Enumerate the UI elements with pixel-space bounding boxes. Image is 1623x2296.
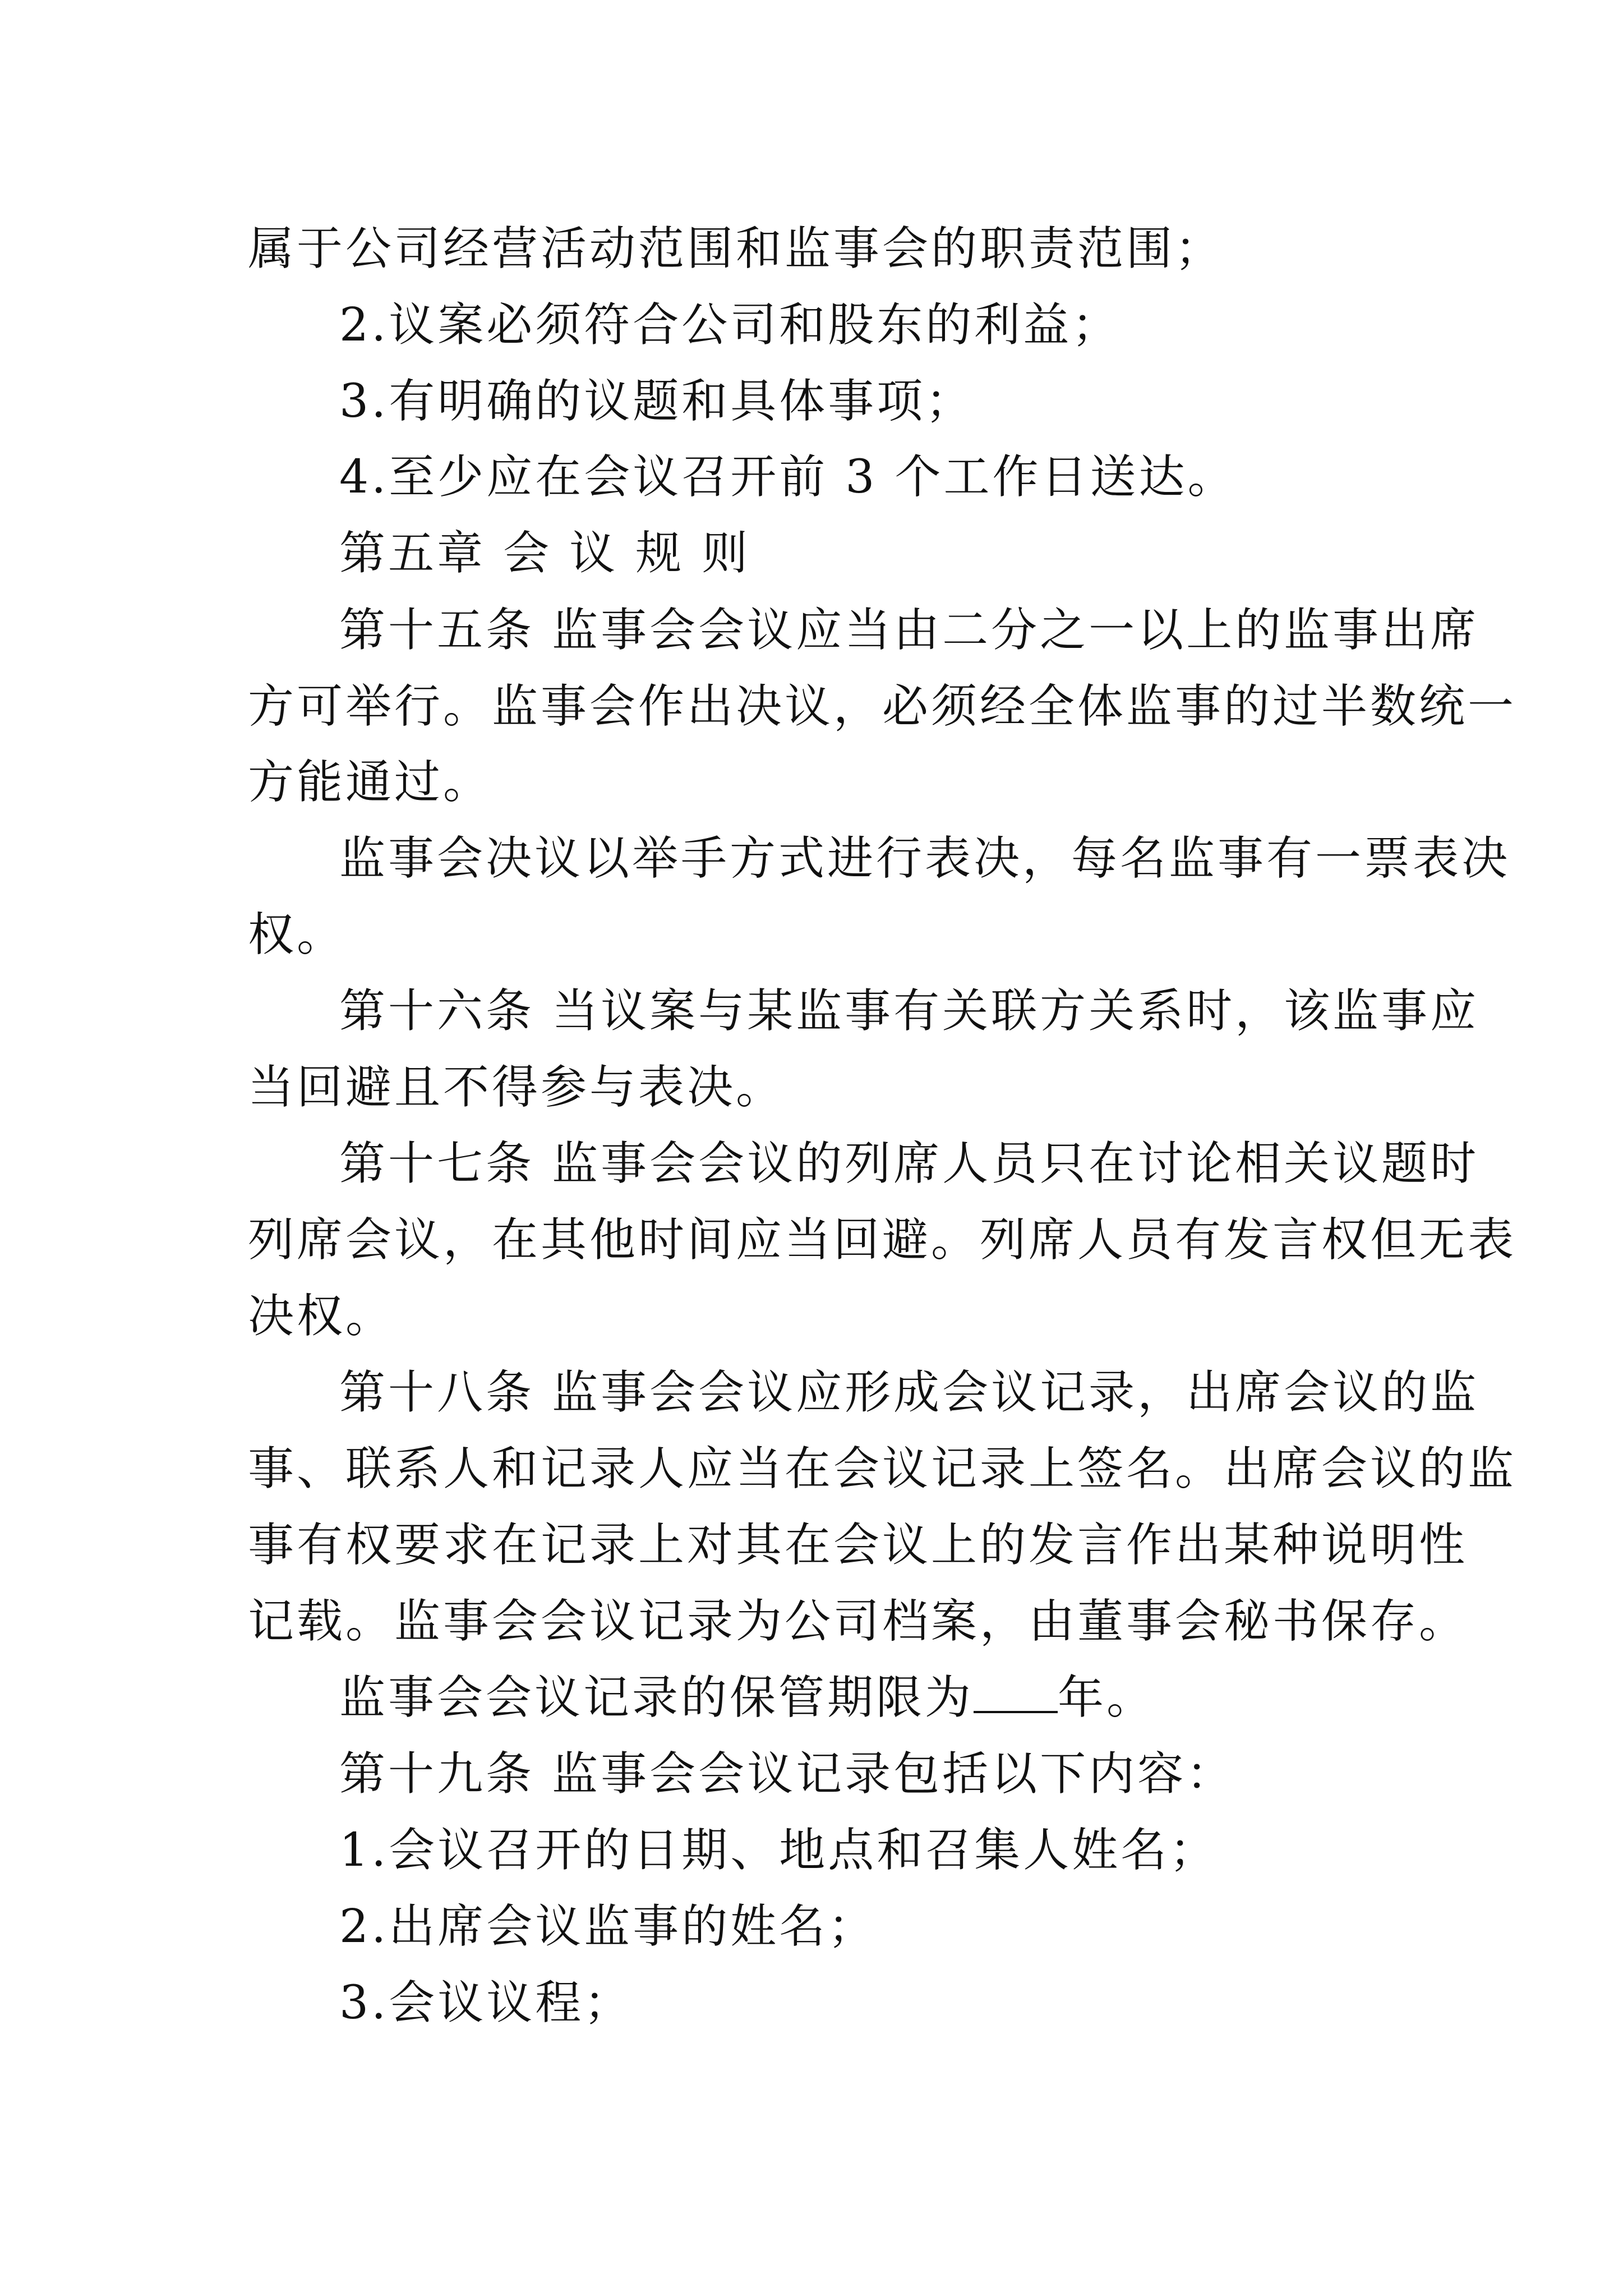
retention-suffix: 年。 bbox=[1058, 1671, 1156, 1724]
paragraph-line: 权。 bbox=[248, 908, 346, 961]
paragraph-line: 决权。 bbox=[248, 1290, 395, 1343]
list-item: 4.至少应在会议召开前 3 个工作日送达。 bbox=[339, 450, 1237, 504]
paragraph-line: 监事会决议以举手方式进行表决，每名监事有一票表决 bbox=[339, 832, 1511, 885]
retention-prefix: 监事会会议记录的保管期限为 bbox=[339, 1671, 974, 1724]
article-15-line: 第十五条 监事会会议应当由二分之一以上的监事出席 bbox=[339, 604, 1479, 657]
list-item: 3.会议议程； bbox=[339, 1976, 633, 2030]
list-item: 3.有明确的议题和具体事项； bbox=[339, 375, 975, 428]
list-item: 1.会议召开的日期、地点和召集人姓名； bbox=[339, 1824, 1219, 1877]
list-item: 2.议案必须符合公司和股东的利益； bbox=[339, 298, 1121, 352]
paragraph-line: 记载。监事会会议记录为公司档案，由董事会秘书保存。 bbox=[248, 1595, 1468, 1648]
paragraph-line: 当回避且不得参与表决。 bbox=[248, 1061, 785, 1114]
chapter-heading: 第五章 会 议 规 则 bbox=[339, 527, 751, 580]
article-18-line: 第十八条 监事会会议应形成会议记录，出席会议的监 bbox=[339, 1366, 1479, 1419]
article-17-line: 第十七条 监事会会议的列席人员只在讨论相关议题时 bbox=[339, 1137, 1479, 1190]
retention-years-blank bbox=[974, 1672, 1058, 1713]
paragraph-line: 属于公司经营活动范围和监事会的职责范围； bbox=[248, 222, 1224, 275]
paragraph-line: 方能通过。 bbox=[248, 756, 492, 809]
article-16-line: 第十六条 当议案与某监事有关联方关系时，该监事应 bbox=[339, 984, 1479, 1038]
paragraph-line: 事、联系人和记录人应当在会议记录上签名。出席会议的监 bbox=[248, 1442, 1517, 1496]
paragraph-line: 列席会议，在其他时间应当回避。列席人员有发言权但无表 bbox=[248, 1213, 1517, 1267]
paragraph-line: 方可举行。监事会作出决议，必须经全体监事的过半数统一 bbox=[248, 680, 1517, 733]
article-19-line: 第十九条 监事会会议记录包括以下内容： bbox=[339, 1747, 1235, 1801]
retention-line bbox=[339, 1670, 1155, 1726]
paragraph-line: 事有权要求在记录上对其在会议上的发言作出某种说明性 bbox=[248, 1519, 1468, 1572]
list-item: 2.出席会议监事的姓名； bbox=[339, 1900, 877, 1953]
